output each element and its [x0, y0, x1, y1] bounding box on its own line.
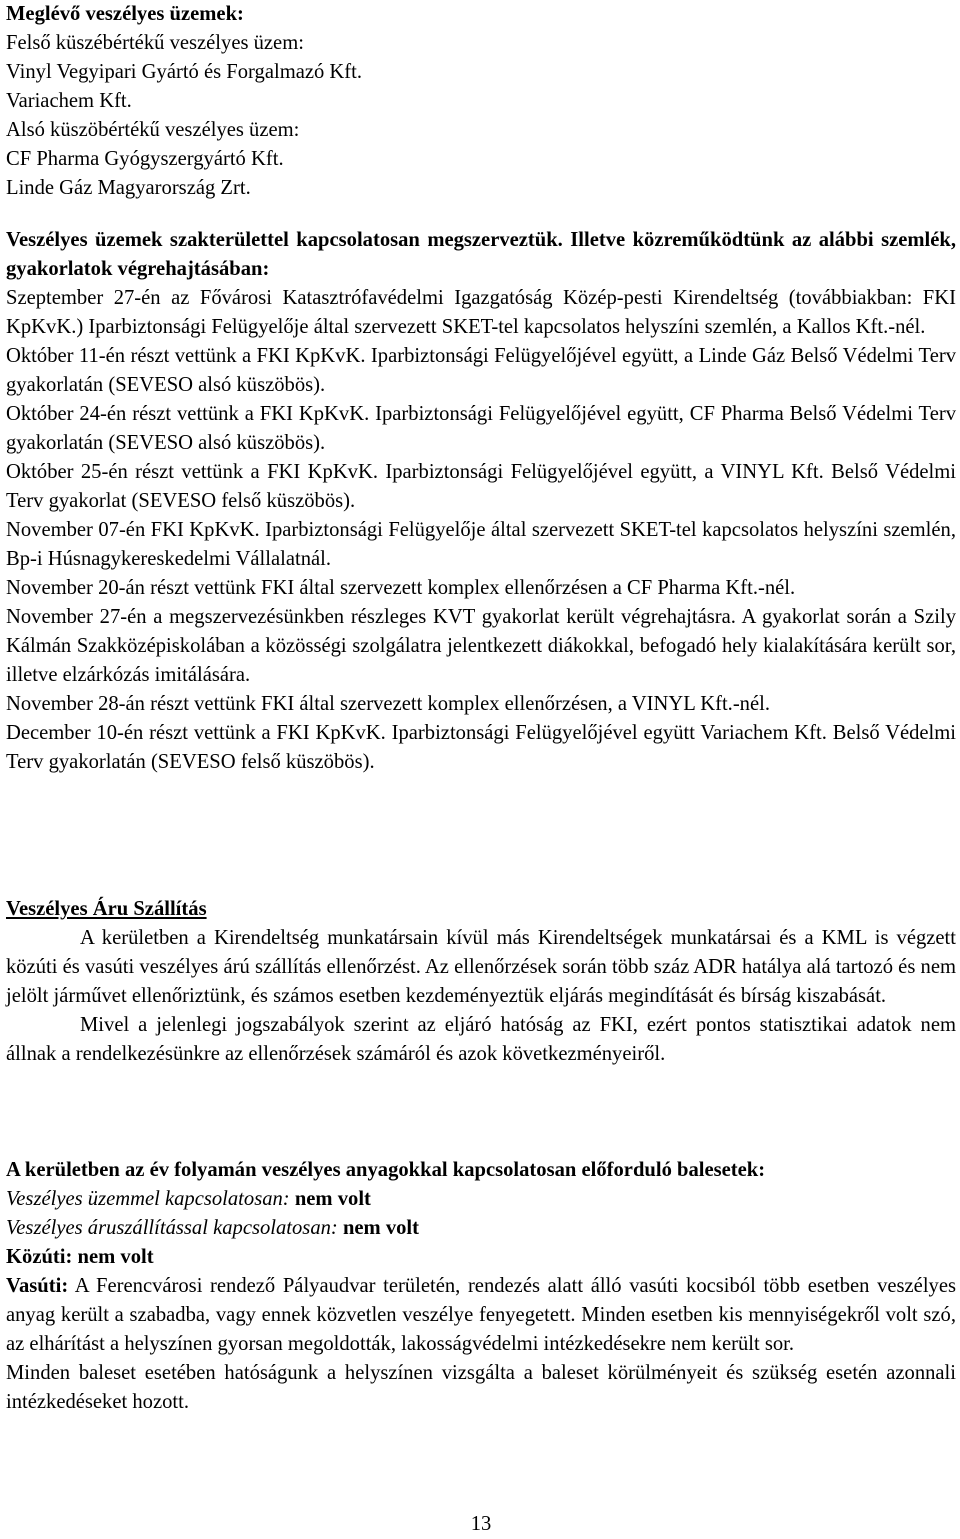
inspection-item: November 28-án részt vettünk FKI által szervezett komplex ellenőrzésen, a VINYL Kft.-nél. [6, 693, 770, 715]
transport-paragraph: Mivel a jelenlegi jogszabályok szerint az eljáró hatóság az FKI, ezért pontos statisztikai adatok nem állnak a rendelkezésünkre az ellenőrzések számáról és azok következményeiről. [6, 1014, 956, 1065]
transport-paragraph: A kerületben a Kirendeltség munkatársain kívül más Kirendeltségek munkatársai és a KML is végzett közúti és vasúti veszélyes árú szállítás ellenőrzést. Az ellenőrzések során több száz ADR hatálya alá tartozó és nem jelölt járművet ellenőriztünk, és számos esetben kezdeményeztük eljárás megindítását és bírság kiszabását. [6, 927, 956, 1007]
organized-lead-text: Veszélyes üzemek szakterülettel kapcsolatosan megszerveztük. Illetve közreműködtünk az alábbi szemlék, gyakorlatok végrehajtásában: [6, 229, 956, 280]
rail-accident-paragraph [6, 1272, 956, 1359]
dangerous-goods-transport-section [6, 895, 956, 1069]
existing-plants-heading: Meglévő veszélyes üzemek: [6, 3, 244, 25]
lower-threshold-label: Alsó küszöbértékű veszélyes üzem: [6, 119, 300, 141]
accidents-heading: A kerületben az év folyamán veszélyes anyagokkal kapcsolatosan előforduló balesetek: [6, 1159, 766, 1181]
lower-plant-item: Linde Gáz Magyarország Zrt. [6, 177, 251, 199]
transport-accident-label: Veszélyes áruszállítással kapcsolatosan: [6, 1217, 338, 1239]
road-accident-line: Közúti: nem volt [6, 1246, 154, 1268]
plant-accident-line [6, 1185, 956, 1214]
inspection-item: Október 24-én részt vettünk a FKI KpKvK. Iparbiztonsági Felügyelőjével együtt, CF Pharma Belső Védelmi Terv gyakorlatán (SEVESO alsó küszöbös). [6, 403, 956, 454]
inspection-item: November 27-én a megszervezésünkben részleges KVT gyakorlat került végrehajtásra. A gyakorlat során a Szily Kálmán Szakközépiskolában a közösségi szolgálatra jelentkezett diákokkal, befogadó hely kialakítására került sor, illetve elzárkózás imitálására. [6, 606, 956, 686]
accidents-section [6, 1156, 956, 1417]
existing-plants-section [6, 0, 956, 203]
transport-accident-value: nem volt [342, 1217, 420, 1239]
transport-accident-line [6, 1214, 956, 1243]
inspection-item: November 07-én FKI KpKvK. Iparbiztonsági Felügyelője által szervezett SKET-tel kapcsolatos helyszíni szemlén, Bp-i Húsnagykereskedelmi Vállalatnál. [6, 519, 956, 570]
inspection-item: November 20-án részt vettünk FKI által szervezett komplex ellenőrzésen a CF Pharma Kft.-nél. [6, 577, 796, 599]
upper-plant-item: Vinyl Vegyipari Gyártó és Forgalmazó Kft. [6, 61, 363, 83]
plant-accident-label: Veszélyes üzemmel kapcsolatosan: [6, 1188, 290, 1210]
plant-accident-value: nem volt [294, 1188, 371, 1210]
upper-threshold-label: Felső küszébértékű veszélyes üzem: [6, 32, 304, 54]
rail-accident-text: A Ferencvárosi rendező Pályaudvar területén, rendezés alatt álló vasúti kocsiból több esetben veszélyes anyag került a szabadba, vagy ennek közvetlen veszélye fenyegetett. Minden esetben kis mennyiségekről volt szó, az elhárítást a helyszínen gyorsan megoldották, lakosságvédelmi intézkedésekre nem került sor. [6, 1275, 956, 1355]
inspection-item: December 10-én részt vettünk a FKI KpKvK. Iparbiztonsági Felügyelőjével együtt Variachem Kft. Belső Védelmi Terv gyakorlatán (SEVESO felső küszöbös). [6, 722, 956, 773]
page-number: 13 [470, 1513, 492, 1535]
transport-heading: Veszélyes Áru Szállítás [6, 898, 207, 920]
upper-plant-item: Variachem Kft. [6, 90, 132, 112]
inspection-item: Október 25-én részt vettünk a FKI KpKvK. Iparbiztonsági Felügyelőjével együtt, a VINYL Kft. Belső Védelmi Terv gyakorlat (SEVESO felső küszöbös). [6, 461, 956, 512]
organized-inspections-section [6, 226, 956, 777]
lower-plant-item: CF Pharma Gyógyszergyártó Kft. [6, 148, 284, 170]
rail-accident-label: Vasúti: [6, 1275, 69, 1297]
inspection-item: Szeptember 27-én az Fővárosi Katasztrófavédelmi Igazgatóság Közép-pesti Kirendeltség (továbbiakban: FKI KpKvK.) Iparbiztonsági Felügyelője által szervezett SKET-tel kapcsolatos helyszíni szemlén, a Kallos Kft.-nél. [6, 287, 956, 338]
inspection-item: Október 11-én részt vettünk a FKI KpKvK. Iparbiztonsági Felügyelőjével együtt, a Linde Gáz Belső Védelmi Terv gyakorlatán (SEVESO alsó küszöbös). [6, 345, 956, 396]
closing-paragraph: Minden baleset esetében hatóságunk a helyszínen vizsgálta a baleset körülményeit és szükség esetén azonnali intézkedéseket hozott. [6, 1362, 956, 1413]
